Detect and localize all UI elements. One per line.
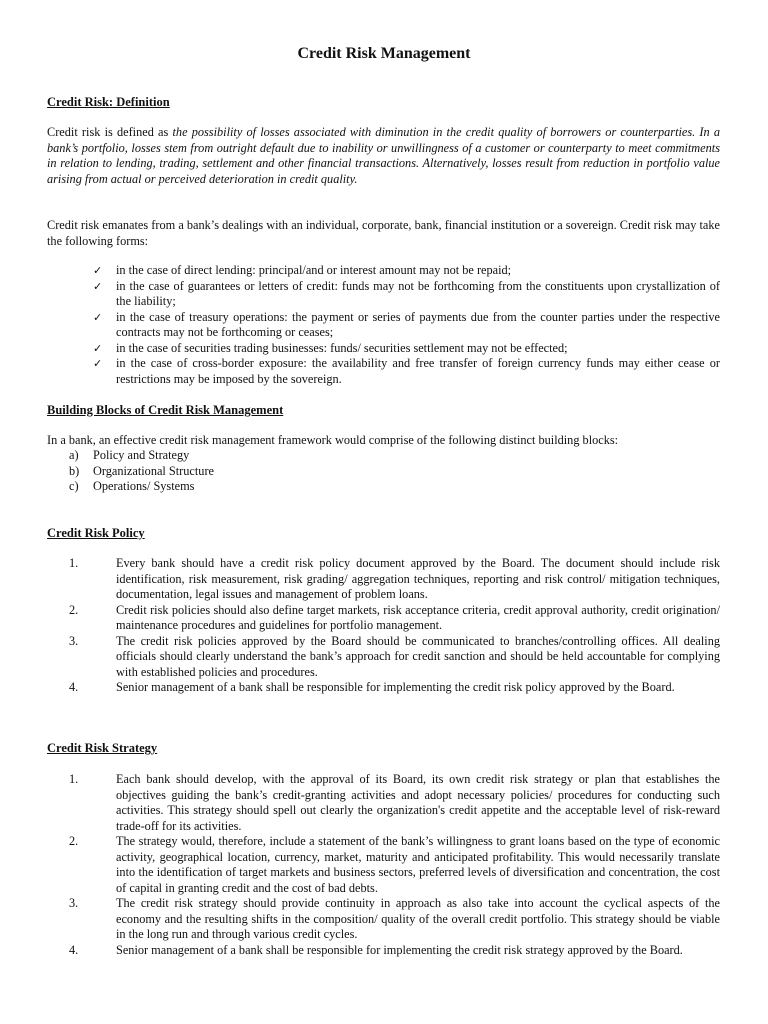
credit-risk-forms-list <box>93 263 720 387</box>
building-blocks-list <box>69 448 719 495</box>
definition-heading: Credit Risk: Definition <box>47 95 170 109</box>
list-item <box>93 310 720 341</box>
list-item <box>93 356 720 387</box>
checkmark-icon: ✓ <box>93 310 103 324</box>
list-item-text: in the case of guarantees or letters of credit: funds may not be forthcoming from the constituents upon crystallization of the liability; <box>116 278 720 308</box>
list-item <box>69 772 720 834</box>
list-item-text: Policy and Strategy <box>93 448 190 462</box>
list-item-text: in the case of direct lending: principal/and or interest amount may not be repaid; <box>116 263 512 277</box>
list-item <box>69 464 719 480</box>
list-item-text: Credit risk policies should also define target markets, risk acceptance criteria, credit approval authority, credit origination/ maintenance procedures and guidelines for portfolio management. <box>116 602 720 632</box>
list-item-text: Every bank should have a credit risk policy document approved by the Board. The document should include risk identification, risk measurement, risk grading/ aggregation techniques, reporting and risk control/ mitigation techniques, documentation, legal issues and management of problem loans. <box>116 556 720 601</box>
list-item <box>93 279 720 310</box>
list-item <box>69 896 720 943</box>
policy-list <box>69 556 720 696</box>
list-item-text: Each bank should develop, with the approval of its Board, its own credit risk strategy or plan that establishes the objectives guiding the bank’s credit-granting activities and adopt necessary policies/ procedures for conducting such activities. This strategy should spell out clearly the organization's credit appetite and the acceptable level of risk-reward trade-off for its activities. <box>116 772 720 833</box>
list-item <box>69 448 719 464</box>
strategy-list <box>69 772 720 958</box>
list-item-text: in the case of cross-border exposure: the availability and free transfer of foreign currency funds may either cease or restrictions may be imposed by the sovereign. <box>116 356 720 386</box>
list-item <box>69 680 720 696</box>
list-item <box>69 479 719 495</box>
policy-heading: Credit Risk Policy <box>47 526 145 540</box>
list-marker: b) <box>69 463 80 478</box>
list-marker: 1. <box>69 772 79 786</box>
page-title: Credit Risk Management <box>297 45 471 62</box>
list-item <box>69 556 720 603</box>
definition-lead-text: Credit risk is defined as <box>47 125 173 139</box>
list-item-text: The credit risk policies approved by the Board should be communicated to branches/controlling offices. All dealing officials should clearly understand the bank’s approach for credit sanction and should be held accountable for complying with established policies and procedures. <box>116 633 720 679</box>
building-blocks-heading: Building Blocks of Credit Risk Management <box>47 403 284 417</box>
definition-paragraph <box>47 125 720 187</box>
list-marker: 2. <box>69 834 79 848</box>
list-item-text: in the case of securities trading businesses: funds/ securities settlement may not be effected; <box>116 340 568 355</box>
checkmark-icon: ✓ <box>93 357 103 370</box>
checkmark-icon: ✓ <box>93 341 103 355</box>
list-item <box>69 634 720 681</box>
list-item-text: Senior management of a bank shall be responsible for implementing the credit risk strategy approved by the Board. <box>116 942 683 957</box>
list-item <box>69 603 720 634</box>
building-blocks-intro: In a bank, an effective credit risk management framework would comprise of the following distinct building blocks: <box>47 433 619 447</box>
list-marker: 3. <box>69 633 79 648</box>
checkmark-icon: ✓ <box>93 279 103 293</box>
checkmark-icon: ✓ <box>93 264 103 277</box>
list-marker: 4. <box>69 680 79 694</box>
list-item-text: in the case of treasury operations: the payment or series of payments due from the counter parties under the respective contracts may not be forthcoming or ceases; <box>116 309 720 339</box>
list-item-text: The credit risk strategy should provide continuity in approach as also take into account the cyclical aspects of the economy and the resulting shifts in the composition/ quality of the overall credit portfolio. This strategy should be viable in the long run and through various credit cycles. <box>116 896 720 941</box>
list-item-text: Operations/ Systems <box>93 479 195 493</box>
list-item <box>69 834 720 896</box>
list-marker: a) <box>69 448 79 462</box>
list-item <box>93 341 720 357</box>
list-marker: 2. <box>69 602 79 617</box>
definition-italic-text: the possibility of losses associated with diminution in the credit quality of borrowers or counterparties. In a bank’s portfolio, losses stem from outright default due to inability or unwillingness of a customer or counterparty to meet commitments in relation to lending, trading, settlement and other financial transactions. Alternatively, losses result from reduction in portfolio value arising from actual or perceived deterioration in credit quality. <box>47 125 721 186</box>
list-item <box>93 263 720 279</box>
list-marker: 4. <box>69 942 79 957</box>
list-item-text: The strategy would, therefore, include a statement of the bank’s willingness to grant loans based on the type of economic activity, geographical location, currency, market, maturity and anticipated profitability. This would necessarily translate into the identification of target markets and business sectors, preferred levels of diversification and concentration, the cost of capital in granting credit and the cost of bad debts. <box>116 834 720 895</box>
list-marker: 1. <box>69 556 79 570</box>
list-marker: 3. <box>69 896 79 910</box>
list-item <box>69 943 720 959</box>
list-item-text: Senior management of a bank shall be responsible for implementing the credit risk policy approved by the Board. <box>116 680 675 694</box>
list-marker: c) <box>69 479 79 493</box>
list-item-text: Organizational Structure <box>93 463 214 478</box>
strategy-heading: Credit Risk Strategy <box>47 741 158 755</box>
emanates-paragraph: Credit risk emanates from a bank’s dealings with an individual, corporate, bank, financial institution or a sovereign. Credit risk may take the following forms: <box>47 218 720 248</box>
